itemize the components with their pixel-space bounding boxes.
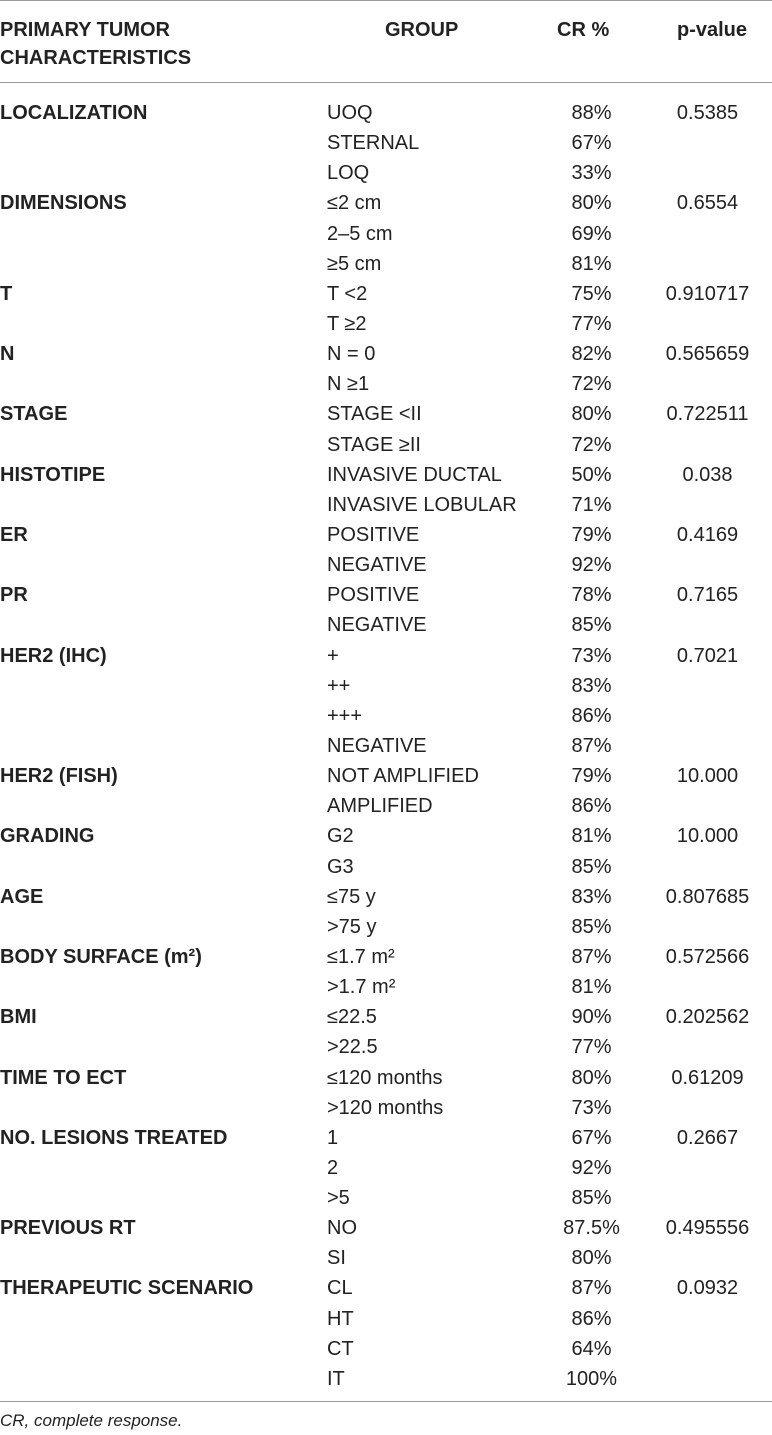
cell-group: >75 y (327, 915, 377, 938)
cell-group: INVASIVE LOBULAR (327, 493, 517, 516)
table-row (0, 1334, 772, 1364)
cell-cr: 100% (565, 1367, 618, 1390)
cell-pvalue: 0.038 (682, 463, 733, 486)
cell-cr: 87% (571, 734, 612, 757)
table-row (0, 852, 772, 882)
table-row (0, 641, 772, 671)
results-table (0, 98, 772, 1394)
cell-group: >22.5 (327, 1036, 378, 1059)
table-row (0, 430, 772, 460)
footnote: CR, complete response. (0, 1411, 183, 1430)
cell-group: IT (327, 1367, 345, 1390)
cell-cr: 85% (571, 915, 612, 938)
cell-group: CL (327, 1277, 353, 1300)
cell-cr: 85% (571, 1187, 612, 1210)
cell-group: + (327, 644, 339, 667)
cell-pvalue: 0.910717 (665, 282, 750, 305)
cell-group: >5 (327, 1187, 350, 1210)
cell-characteristic (0, 972, 327, 1002)
cell-group: NEGATIVE (327, 554, 427, 577)
cell-characteristic: TIME TO ECT (0, 1066, 127, 1089)
cell-pvalue: 0.565659 (665, 343, 750, 366)
table-row (0, 1183, 772, 1213)
table-row (0, 1032, 772, 1062)
table-row (0, 882, 772, 912)
cell-pvalue: 0.7165 (676, 584, 739, 607)
cell-cr: 80% (571, 1066, 612, 1089)
table-row (0, 369, 772, 399)
table-row (0, 610, 772, 640)
cell-pvalue (643, 731, 772, 761)
cell-pvalue (643, 1183, 772, 1213)
cell-characteristic: N (0, 343, 15, 366)
header-cr: CR % (557, 19, 610, 41)
table-row (0, 1304, 772, 1334)
cell-pvalue (643, 671, 772, 701)
cell-characteristic (0, 791, 327, 821)
cell-characteristic (0, 731, 327, 761)
cell-group: CT (327, 1337, 354, 1360)
cell-characteristic: LOCALIZATION (0, 102, 148, 124)
cell-pvalue (643, 791, 772, 821)
cell-characteristic: HER2 (IHC) (0, 644, 107, 667)
table-row (0, 520, 772, 550)
cell-pvalue (643, 1153, 772, 1183)
table-row (0, 761, 772, 791)
cell-group: NOT AMPLIFIED (327, 765, 479, 788)
cell-characteristic (0, 671, 327, 701)
cell-characteristic (0, 912, 327, 942)
cell-group: NEGATIVE (327, 734, 427, 757)
cell-characteristic: BODY SURFACE (m²) (0, 945, 202, 968)
cell-pvalue (643, 490, 772, 520)
table-row (0, 399, 772, 429)
cell-characteristic: T (0, 282, 13, 305)
cell-characteristic: GRADING (0, 825, 95, 848)
cell-cr: 81% (571, 252, 612, 275)
cell-group: HT (327, 1307, 354, 1330)
cell-characteristic (0, 1032, 327, 1062)
table-row (0, 158, 772, 188)
cell-pvalue (643, 1304, 772, 1334)
cell-characteristic (0, 430, 327, 460)
cell-characteristic: HER2 (FISH) (0, 765, 118, 788)
cell-cr: 78% (571, 584, 612, 607)
cell-group: ≤120 months (327, 1066, 443, 1089)
cell-group: G3 (327, 855, 354, 878)
cell-characteristic (0, 550, 327, 580)
cell-pvalue (643, 430, 772, 460)
cell-pvalue: 0.572566 (665, 945, 750, 968)
cell-pvalue: 0.722511 (666, 403, 749, 426)
cell-cr: 80% (571, 192, 612, 215)
table-row (0, 580, 772, 610)
cell-characteristic: STAGE (0, 403, 68, 426)
table-row (0, 1153, 772, 1183)
cell-cr: 86% (571, 704, 612, 727)
table-row (0, 1123, 772, 1153)
cell-pvalue: 0.2667 (676, 1126, 739, 1149)
cell-pvalue: 0.61209 (671, 1066, 744, 1089)
table-row (0, 1213, 772, 1243)
cell-cr: 77% (571, 1036, 612, 1059)
table-row (0, 1063, 772, 1093)
header-rule (0, 82, 772, 83)
cell-cr: 75% (571, 282, 612, 305)
cell-cr: 87% (571, 1277, 612, 1300)
cell-group: AMPLIFIED (327, 795, 433, 818)
table-row (0, 791, 772, 821)
table-body (0, 98, 772, 1394)
cell-group: UOQ (327, 102, 373, 124)
cell-group: N = 0 (327, 343, 376, 366)
cell-pvalue (643, 1334, 772, 1364)
cell-group: +++ (327, 704, 363, 727)
cell-pvalue (643, 852, 772, 882)
table-row (0, 249, 772, 279)
cell-cr: 83% (571, 674, 612, 697)
cell-group: ≤2 cm (327, 192, 382, 215)
cell-group: STAGE ≥II (327, 433, 421, 456)
cell-cr: 83% (571, 885, 612, 908)
cell-pvalue (643, 701, 772, 731)
header-characteristics: PRIMARY TUMOR CHARACTERISTICS (0, 19, 192, 69)
cell-pvalue (643, 1032, 772, 1062)
cell-group: N ≥1 (327, 373, 370, 396)
cell-characteristic: PR (0, 584, 28, 607)
table-row (0, 309, 772, 339)
cell-group: STAGE <II (327, 403, 422, 426)
cell-cr: 72% (571, 373, 612, 396)
cell-characteristic: THERAPEUTIC SCENARIO (0, 1277, 254, 1300)
cell-group: ≤22.5 (327, 1006, 377, 1029)
cell-group: 2–5 cm (327, 222, 393, 245)
cell-cr: 67% (571, 132, 612, 155)
cell-group: INVASIVE DUCTAL (327, 463, 502, 486)
table-row (0, 1273, 772, 1303)
cell-pvalue: 10.000 (676, 825, 739, 848)
cell-cr: 80% (571, 403, 612, 426)
cell-characteristic: BMI (0, 1006, 37, 1029)
cell-group: STERNAL (327, 132, 420, 155)
cell-characteristic: ER (0, 523, 28, 546)
cell-characteristic (0, 219, 327, 249)
cell-group: NEGATIVE (327, 614, 427, 637)
cell-pvalue: 10.000 (676, 765, 739, 788)
cell-characteristic (0, 1093, 327, 1123)
table-row (0, 460, 772, 490)
cell-characteristic: HISTOTIPE (0, 463, 106, 486)
cell-characteristic (0, 610, 327, 640)
cell-cr: 85% (571, 614, 612, 637)
cell-cr: 77% (571, 312, 612, 335)
cell-characteristic (0, 852, 327, 882)
cell-group: >1.7 m² (327, 976, 396, 999)
cell-pvalue: 0.4169 (676, 523, 739, 546)
cell-characteristic (0, 1304, 327, 1334)
cell-pvalue: 0.202562 (665, 1006, 750, 1029)
cell-pvalue (643, 972, 772, 1002)
cell-characteristic (0, 701, 327, 731)
cell-cr: 81% (571, 825, 612, 848)
cell-characteristic: DIMENSIONS (0, 192, 127, 215)
cell-cr: 33% (571, 162, 612, 185)
table-row (0, 731, 772, 761)
cell-cr: 67% (571, 1126, 612, 1149)
header-group: GROUP (385, 19, 459, 41)
top-rule (0, 0, 772, 1)
cell-group: NO (327, 1217, 357, 1240)
cell-pvalue: 0.5385 (676, 102, 739, 124)
cell-pvalue: 0.7021 (676, 644, 739, 667)
cell-group: >120 months (327, 1096, 444, 1119)
table-row (0, 912, 772, 942)
cell-pvalue (643, 128, 772, 158)
cell-group: T <2 (327, 282, 368, 305)
cell-group: ≥5 cm (327, 252, 382, 275)
table-row (0, 219, 772, 249)
cell-characteristic (0, 128, 327, 158)
cell-group: ≤1.7 m² (327, 945, 395, 968)
cell-characteristic (0, 369, 327, 399)
table-row (0, 972, 772, 1002)
cell-characteristic (0, 1183, 327, 1213)
cell-cr: 86% (571, 795, 612, 818)
cell-group: POSITIVE (327, 584, 420, 607)
cell-cr: 81% (571, 976, 612, 999)
cell-pvalue: 0.6554 (676, 192, 739, 215)
cell-group: LOQ (327, 162, 370, 185)
table-row (0, 550, 772, 580)
table-row (0, 490, 772, 520)
header-pvalue: p-value (677, 19, 748, 41)
bottom-rule (0, 1401, 772, 1402)
table-row (0, 339, 772, 369)
cell-cr: 86% (571, 1307, 612, 1330)
cell-cr: 71% (571, 493, 612, 516)
cell-pvalue: 0.0932 (676, 1277, 739, 1300)
cell-group: 2 (327, 1156, 339, 1179)
cell-pvalue (643, 309, 772, 339)
cell-cr: 90% (571, 1006, 612, 1029)
cell-pvalue (643, 369, 772, 399)
table-row (0, 188, 772, 218)
cell-group: ≤75 y (327, 885, 376, 908)
cell-characteristic (0, 158, 327, 188)
table-row (0, 128, 772, 158)
cell-cr: 87.5% (563, 1217, 620, 1240)
table-row (0, 942, 772, 972)
table-row (0, 279, 772, 309)
cell-characteristic (0, 490, 327, 520)
table-row (0, 1002, 772, 1032)
cell-cr: 69% (571, 222, 612, 245)
cell-characteristic (0, 1364, 327, 1394)
cell-cr: 88% (571, 102, 612, 124)
table-row (0, 1093, 772, 1123)
table-row (0, 1243, 772, 1273)
cell-cr: 82% (571, 343, 612, 366)
cell-characteristic: NO. LESIONS TREATED (0, 1126, 228, 1149)
cell-pvalue (643, 219, 772, 249)
cell-cr: 92% (571, 1156, 612, 1179)
cell-cr: 73% (571, 1096, 612, 1119)
table-row (0, 1364, 772, 1394)
cell-cr: 80% (571, 1247, 612, 1270)
cell-characteristic (0, 1334, 327, 1364)
cell-pvalue (643, 249, 772, 279)
cell-characteristic (0, 249, 327, 279)
cell-characteristic (0, 1243, 327, 1273)
table-row (0, 821, 772, 851)
cell-pvalue: 0.807685 (665, 885, 750, 908)
table-row (0, 98, 772, 128)
cell-cr: 72% (571, 433, 612, 456)
cell-characteristic: PREVIOUS RT (0, 1217, 136, 1240)
cell-cr: 87% (571, 945, 612, 968)
table-row (0, 671, 772, 701)
cell-cr: 79% (571, 765, 612, 788)
cell-group: SI (327, 1247, 346, 1270)
cell-pvalue (643, 550, 772, 580)
cell-group: G2 (327, 825, 354, 848)
cell-group: ++ (327, 674, 351, 697)
cell-characteristic: AGE (0, 885, 44, 908)
table-row (0, 701, 772, 731)
cell-cr: 64% (571, 1337, 612, 1360)
cell-pvalue (643, 610, 772, 640)
cell-cr: 50% (571, 463, 612, 486)
cell-pvalue (643, 1364, 772, 1394)
cell-group: POSITIVE (327, 523, 420, 546)
cell-cr: 73% (571, 644, 612, 667)
cell-group: T ≥2 (327, 312, 367, 335)
cell-pvalue (643, 1093, 772, 1123)
cell-pvalue (643, 1243, 772, 1273)
cell-pvalue (643, 912, 772, 942)
cell-group: 1 (327, 1126, 339, 1149)
cell-pvalue (643, 158, 772, 188)
cell-cr: 79% (571, 523, 612, 546)
cell-characteristic (0, 1153, 327, 1183)
cell-cr: 85% (571, 855, 612, 878)
cell-pvalue: 0.495556 (665, 1217, 750, 1240)
cell-characteristic (0, 309, 327, 339)
cell-cr: 92% (571, 554, 612, 577)
